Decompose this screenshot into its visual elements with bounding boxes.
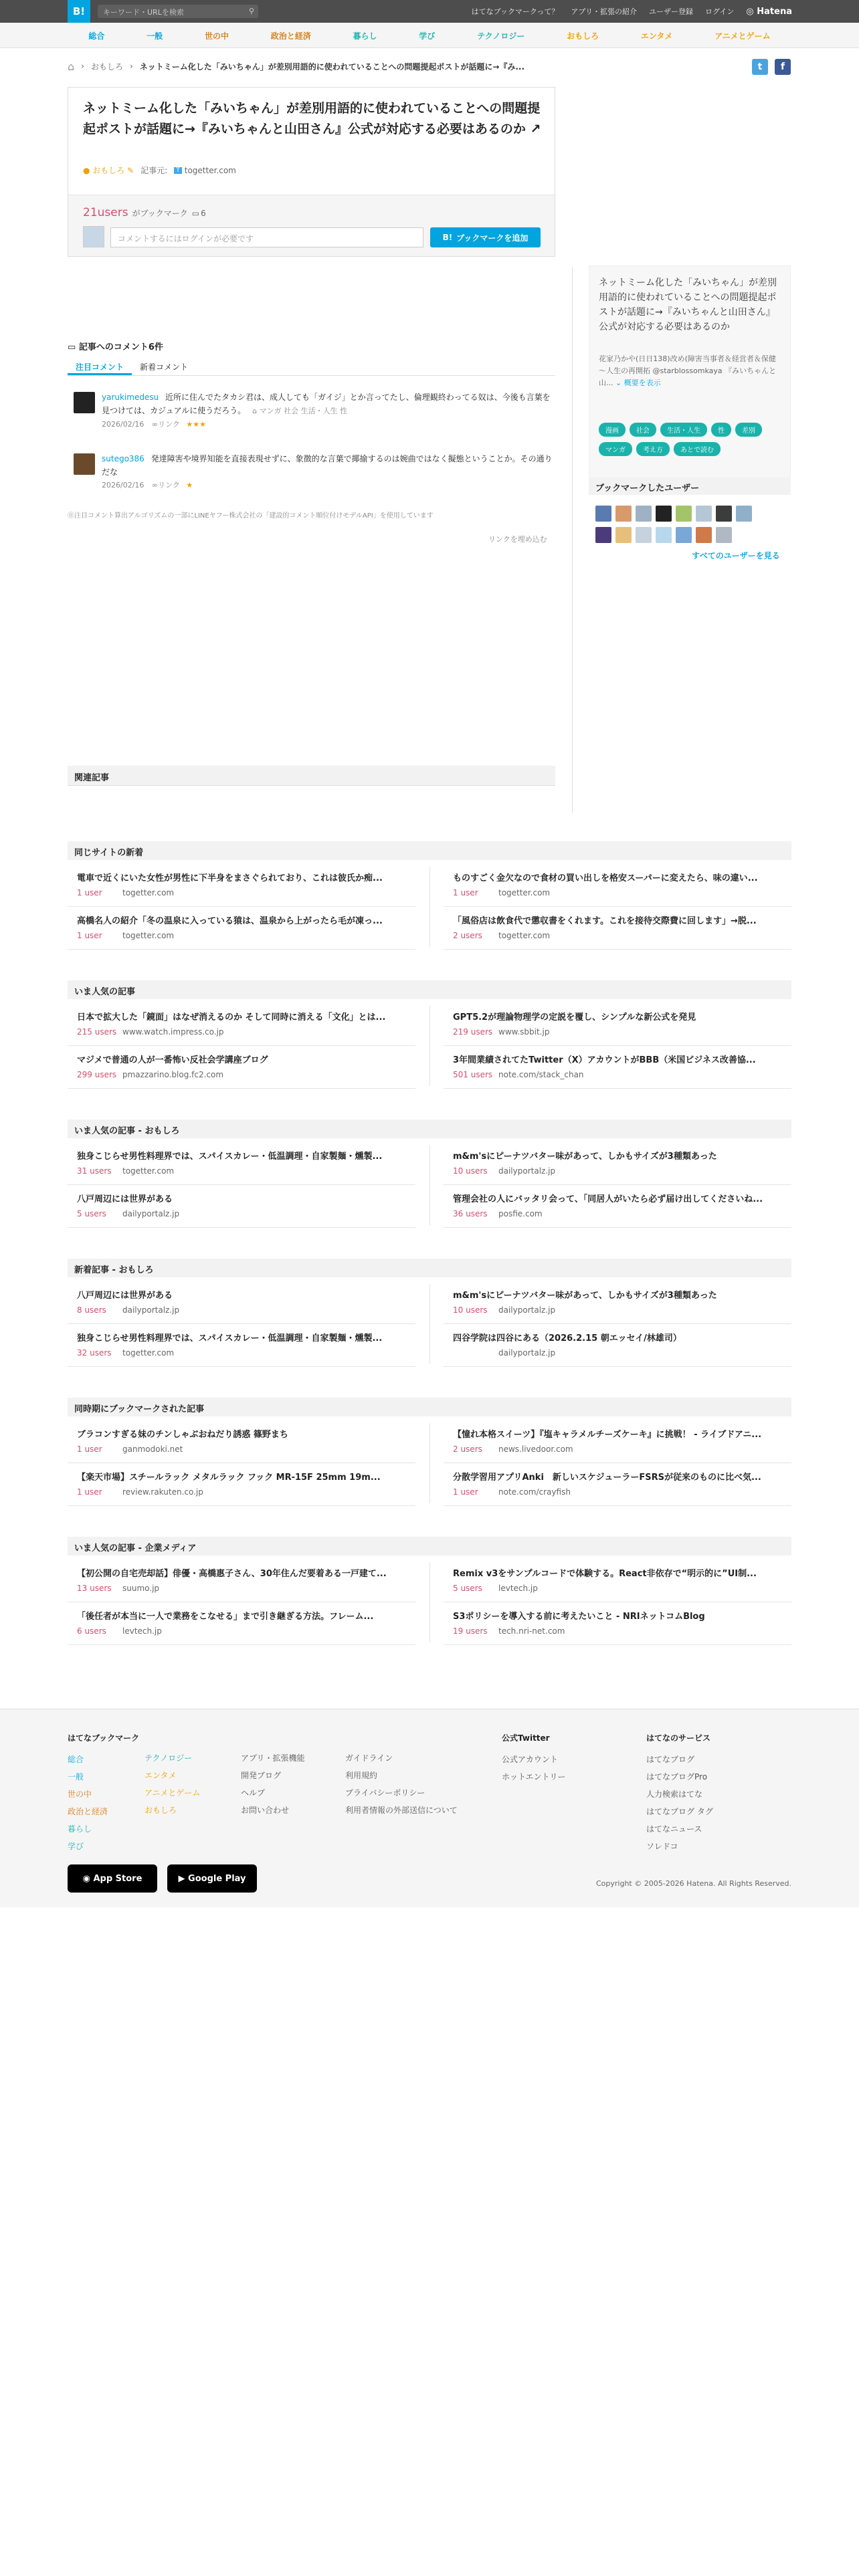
home-icon[interactable]: ⌂: [68, 60, 75, 73]
avatar[interactable]: [74, 453, 95, 475]
footer-link[interactable]: 人力検索はてな: [646, 1790, 703, 1799]
cat-tech[interactable]: テクノロジー: [477, 31, 525, 41]
section-title: いま人気の記事: [68, 980, 791, 999]
article-users[interactable]: 5 users: [77, 1209, 106, 1218]
list-item[interactable]: [68, 1325, 415, 1367]
article-users[interactable]: 13 users: [77, 1584, 112, 1593]
article-domain[interactable]: levtech.jp: [498, 1584, 538, 1593]
facebook-share-icon[interactable]: f: [775, 59, 791, 75]
article-title[interactable]: Remix v3をサンプルコードで体験する。React非依存で“明示的に”UI制...: [453, 1569, 757, 1579]
nav-login[interactable]: ログイン: [704, 7, 735, 16]
external-link-icon[interactable]: ↗: [530, 122, 541, 136]
sidebar-summary: [589, 265, 791, 490]
tag-chip[interactable]: 考え方: [636, 442, 670, 456]
footer-categories: [68, 1729, 139, 1855]
entry-title[interactable]: [83, 98, 545, 140]
cat-seiji[interactable]: 政治と経済: [270, 31, 311, 41]
bookmark-users-title: ブックマークしたユーザー: [589, 477, 791, 495]
list-item[interactable]: [444, 1186, 791, 1228]
article-users[interactable]: 215 users: [77, 1027, 117, 1037]
source-label: 記事元:: [140, 166, 168, 175]
tag-chip[interactable]: 社会: [630, 423, 656, 437]
article-users[interactable]: 31 users: [77, 1166, 112, 1176]
avatar[interactable]: [595, 527, 611, 543]
footer-link[interactable]: はてなブログ: [646, 1755, 695, 1764]
entry-box: [68, 87, 555, 257]
list-item[interactable]: [444, 1561, 791, 1602]
article-domain[interactable]: togetter.com: [122, 1348, 175, 1358]
footer-link[interactable]: ホットエントリー: [502, 1772, 566, 1782]
article-domain[interactable]: togetter.com: [498, 888, 551, 897]
footer-link[interactable]: ヘルプ: [241, 1788, 266, 1798]
article-domain[interactable]: togetter.com: [498, 931, 551, 940]
comment-user[interactable]: yarukimedesu: [102, 393, 159, 402]
footer-info: [241, 1749, 305, 1819]
footer-link[interactable]: 利用者情報の外部送信について: [345, 1806, 458, 1815]
tab-new[interactable]: 新着コメント: [140, 362, 189, 372]
search-icon[interactable]: ⚲: [248, 7, 254, 15]
article-domain[interactable]: dailyportalz.jp: [498, 1166, 556, 1176]
footer-link[interactable]: 総合: [68, 1755, 84, 1764]
avatar[interactable]: [595, 506, 611, 522]
article-title[interactable]: 【憧れ本格スイーツ】『塩キャラメルチーズケーキ』に挑戦！ - ライブドアニ...: [453, 1430, 762, 1440]
article-users[interactable]: 299 users: [77, 1070, 117, 1079]
comment-icon: ▭: [191, 209, 200, 218]
chevron-right-icon: ›: [81, 62, 84, 71]
article-domain[interactable]: dailyportalz.jp: [122, 1209, 180, 1218]
show-summary-label: 概要を表示: [624, 379, 661, 387]
article-title[interactable]: ものすごく金欠なので食材の買い出しを格安スーパーに変えたら、味の違い...: [453, 873, 758, 883]
entry-title-text[interactable]: ネットミーム化した「みいちゃん」が差別用語的に使われていることへの問題提起ポストが話題に→『みいちゃんと山田さん』公式が対応する必要はあるのか: [83, 101, 541, 136]
article-domain[interactable]: dailyportalz.jp: [122, 1305, 180, 1315]
cat-anime[interactable]: アニメとゲーム: [714, 31, 771, 41]
tag-chip[interactable]: 漫画: [599, 423, 626, 437]
footer: [0, 1709, 859, 1907]
article-users[interactable]: 10 users: [453, 1166, 488, 1176]
footer-link[interactable]: 学び: [68, 1842, 84, 1851]
comment-icon: ▭: [68, 342, 79, 352]
search-input[interactable]: [98, 5, 258, 18]
comment-user[interactable]: sutego386: [102, 454, 145, 463]
comment-info: [102, 418, 555, 431]
article-title[interactable]: 「後任者が本当に一人で業務をこなせる」まで引き継ぎる方法。フレーム...: [77, 1612, 374, 1622]
article-title[interactable]: 3年間業績されてたTwitter（X）アカウントがBBB（米国ビジネス改善協...: [453, 1055, 756, 1065]
list-item[interactable]: [68, 1465, 415, 1506]
article-title[interactable]: ブラコンすぎる妹のチンしゃぶおねだり誘惑 篠野まち: [77, 1430, 288, 1440]
nav-signup[interactable]: ユーザー登録: [648, 7, 693, 16]
comment-text: 発達障害や境界知能を直接表現せずに、象徴的な言葉で揶揄するのは婉曲ではなく擬態ということか。その通りだな: [102, 454, 553, 477]
play-icon: ▶: [178, 1873, 189, 1884]
cat-omoshiro[interactable]: おもしろ: [567, 31, 599, 41]
tag-chip[interactable]: 性: [711, 423, 731, 437]
article-title[interactable]: GPT5.2が理論物理学の定説を覆し、シンプルな新公式を発見: [453, 1012, 696, 1023]
avatar[interactable]: [656, 506, 672, 522]
users-count-text: 21users: [83, 206, 128, 219]
summary-text: 花家乃かや(日日138)改め(障害当事者＆経営者＆保健～人生の再開拓 @starblossomkaya 『みいちゃんと山...: [599, 354, 777, 387]
category-bar: [0, 23, 859, 48]
footer-services: [646, 1729, 713, 1855]
article-users[interactable]: 1 user: [77, 1444, 102, 1454]
avatar[interactable]: [74, 392, 95, 413]
comments-title-text: 記事へのコメント6件: [78, 342, 163, 352]
breadcrumb-current: ネットミーム化した「みいちゃん」が差別用語的に使われていることへの問題提起ポストが話題に→『み...: [139, 62, 525, 72]
article-domain[interactable]: www.watch.impress.co.jp: [122, 1027, 224, 1037]
section-title: 新着記事 - おもしろ: [68, 1259, 791, 1277]
star-icon: ★★★: [186, 420, 206, 429]
article-domain[interactable]: posfie.com: [498, 1209, 543, 1218]
avatar[interactable]: [696, 506, 712, 522]
comment-link[interactable]: リンク: [158, 420, 180, 429]
hatena-brand-text: Hatena: [757, 6, 792, 17]
article-domain[interactable]: note.com/stack_chan: [498, 1070, 584, 1079]
hatena-bookmark-logo[interactable]: B!: [68, 0, 90, 23]
article-title[interactable]: 高橋名人の紹介「冬の温泉に入っている猿は、温泉から上がったら毛が凍っ...: [77, 916, 383, 926]
apple-icon: ◉: [82, 1873, 94, 1884]
list-item[interactable]: [444, 1604, 791, 1645]
article-users[interactable]: 6 users: [77, 1626, 106, 1636]
breadcrumb: [68, 59, 670, 74]
list-item[interactable]: [68, 865, 415, 907]
list-item[interactable]: [68, 1004, 415, 1046]
article-users[interactable]: 5 users: [453, 1584, 482, 1593]
article-users[interactable]: 36 users: [453, 1209, 488, 1218]
list-item[interactable]: [444, 1465, 791, 1506]
entry-meta: [83, 165, 236, 176]
article-users[interactable]: 10 users: [453, 1305, 488, 1315]
article-domain[interactable]: ganmodoki.net: [122, 1444, 183, 1454]
breadcrumb-category[interactable]: おもしろ: [90, 62, 123, 72]
article-users[interactable]: 1 user: [77, 931, 102, 940]
add-bookmark-button[interactable]: B! ブックマークを追加: [430, 227, 541, 247]
article-users[interactable]: 1 user: [77, 888, 102, 897]
avatar[interactable]: [676, 527, 692, 543]
algorithm-note: ⓪注目コメント算出アルゴリズムの一部にLINEヤフー株式会社の「建設的コメント順位付けモデルAPI」を使用しています: [68, 512, 434, 520]
article-users[interactable]: 2 users: [453, 931, 482, 940]
footer-title: はてなブックマーク: [68, 1733, 140, 1743]
list-item[interactable]: [444, 1047, 791, 1089]
footer-policy: [345, 1749, 458, 1819]
article-users[interactable]: 2 users: [453, 1444, 482, 1454]
cat-entame[interactable]: エンタメ: [640, 31, 673, 41]
article-users[interactable]: 219 users: [453, 1027, 493, 1037]
list-item[interactable]: [68, 1561, 415, 1602]
article-title[interactable]: 独身こじらせ男性料理界では、スパイスカレー・低温調理・自家製麺・燻製...: [77, 1333, 383, 1344]
list-item[interactable]: [68, 1283, 415, 1324]
footer-link[interactable]: アニメとゲーム: [145, 1788, 201, 1798]
comment-link[interactable]: リンク: [158, 481, 180, 490]
footer-link[interactable]: お問い合わせ: [241, 1806, 290, 1815]
footer-link[interactable]: 一般: [68, 1772, 84, 1782]
google-play-label: Google Play: [188, 1873, 246, 1884]
article-title[interactable]: 八戸周辺には世界がある: [77, 1194, 173, 1204]
article-domain[interactable]: www.sbbit.jp: [498, 1027, 550, 1037]
footer-link[interactable]: テクノロジー: [145, 1753, 193, 1763]
article-title[interactable]: 「風俗店は飲食代で懲収書をくれます。これを接待交際費に回します」→脱...: [453, 916, 757, 926]
article-domain[interactable]: dailyportalz.jp: [498, 1348, 556, 1358]
article-users[interactable]: 501 users: [453, 1070, 493, 1079]
list-item[interactable]: [68, 1186, 415, 1228]
article-title[interactable]: 八戸周辺には世界がある: [77, 1291, 173, 1301]
footer-link[interactable]: アプリ・拡張機能: [241, 1753, 305, 1763]
article-domain[interactable]: togetter.com: [122, 931, 175, 940]
article-title[interactable]: 独身こじらせ男性料理界では、スパイスカレー・低温調理・自家製麺・燻製...: [77, 1152, 383, 1162]
article-users[interactable]: 8 users: [77, 1305, 106, 1315]
all-users-link[interactable]: すべてのユーザーを見る: [692, 551, 780, 560]
footer-link[interactable]: 世の中: [68, 1790, 92, 1799]
bookmarked-label: がブックマーク: [132, 209, 188, 218]
footer-link[interactable]: 開発ブログ: [241, 1771, 282, 1780]
entry-category-text: おもしろ: [92, 166, 125, 175]
comment-tags-text[interactable]: マンガ 社会 生活・人生 性: [259, 407, 348, 415]
tab-popular[interactable]: 注目コメント: [68, 357, 132, 375]
article-domain[interactable]: note.com/crayfish: [498, 1487, 571, 1497]
footer-link[interactable]: はてなブログPro: [646, 1772, 708, 1782]
list-item[interactable]: [68, 908, 415, 950]
list-item[interactable]: [444, 1422, 791, 1463]
article-title[interactable]: m&m'sにピーナツバター味があって、しかもサイズが3種類あった: [453, 1152, 717, 1162]
footer-services-title: はてなのサービス: [646, 1733, 711, 1743]
comment-tabs: [68, 357, 555, 376]
list-item[interactable]: [68, 1144, 415, 1185]
app-store-button[interactable]: [68, 1864, 157, 1893]
comment-date[interactable]: 2026/02/16: [102, 481, 145, 490]
avatar[interactable]: [736, 506, 752, 522]
comment-item: [74, 391, 555, 431]
google-play-button[interactable]: [167, 1864, 257, 1893]
article-domain[interactable]: togetter.com: [122, 888, 175, 897]
search-placeholder: キーワード・URLを検索: [103, 8, 184, 17]
article-users[interactable]: 19 users: [453, 1626, 488, 1636]
tag-list: [599, 423, 786, 456]
list-item[interactable]: [68, 1422, 415, 1463]
article-users[interactable]: 1 user: [453, 888, 478, 897]
avatar[interactable]: [676, 506, 692, 522]
nav-apps[interactable]: アプリ・拡張の紹介: [571, 7, 637, 16]
entry-category[interactable]: ● おもしろ ✎: [83, 166, 134, 175]
article-domain[interactable]: suumo.jp: [122, 1584, 160, 1593]
avatar[interactable]: [716, 506, 732, 522]
copyright: Copyright © 2005-2026 Hatena. All Rights Reserved.: [595, 1879, 791, 1888]
article-users[interactable]: 1 user: [453, 1487, 478, 1497]
hatena-brand[interactable]: ◎ Hatena: [746, 6, 792, 17]
article-domain[interactable]: levtech.jp: [122, 1626, 162, 1636]
footer-link[interactable]: 政治と経済: [68, 1807, 108, 1816]
related-articles-title: 関連記事: [68, 766, 555, 786]
cat-manabi[interactable]: 学び: [419, 31, 436, 41]
nav-about[interactable]: はてなブックマークって？: [471, 7, 559, 16]
comment-date[interactable]: 2026/02/16: [102, 420, 145, 429]
section-title: 同じサイトの新着: [68, 841, 791, 860]
article-domain[interactable]: news.livedoor.com: [498, 1444, 573, 1454]
column-divider: [572, 267, 573, 813]
article-title[interactable]: 分散学習用アプリAnki 新しいスケジューラーFSRSが従来のものに比べ気...: [453, 1473, 761, 1483]
avatar[interactable]: [716, 527, 732, 543]
list-item[interactable]: [444, 908, 791, 950]
comment-tags: ⌂ マンガ 社会 生活・人生 性: [252, 407, 348, 415]
bookmark-user-grid: [595, 506, 769, 543]
avatar[interactable]: [696, 527, 712, 543]
list-item[interactable]: [68, 1047, 415, 1089]
sidebar-title[interactable]: ネットミーム化した「みいちゃん」が差別用語的に使われていることへの問題提起ポストが話題に→『みいちゃんと山田さん』公式が対応する必要はあるのか: [599, 278, 777, 332]
article-domain[interactable]: togetter.com: [122, 1166, 175, 1176]
comment-item: [74, 452, 555, 492]
list-item[interactable]: [444, 1283, 791, 1324]
comment-info: [102, 479, 555, 492]
avatar[interactable]: [615, 506, 632, 522]
footer-link[interactable]: 暮らし: [68, 1824, 92, 1834]
article-users[interactable]: 32 users: [77, 1348, 112, 1358]
cat-ippan[interactable]: 一般: [147, 31, 163, 41]
footer-link[interactable]: プライバシーポリシー: [345, 1788, 425, 1798]
list-item[interactable]: [444, 1144, 791, 1185]
footer-link[interactable]: おもしろ: [145, 1806, 177, 1815]
comment-input[interactable]: コメントするにはログインが必要です: [110, 227, 423, 247]
article-title[interactable]: S3ポリシーを導入する前に考えたいこと - NRIネットコムBlog: [453, 1612, 705, 1622]
tag-chip[interactable]: 生活・人生: [660, 423, 707, 437]
tag-chip[interactable]: マンガ: [599, 442, 632, 456]
list-item[interactable]: [444, 1004, 791, 1046]
twitter-share-icon[interactable]: t: [752, 59, 768, 75]
article-title[interactable]: 【初公開の自宅売却話】俳優・高橋惠子さん、30年住んだ要着ある一戸建て...: [77, 1569, 387, 1579]
show-summary-button[interactable]: ⌄ 概要を表示: [615, 379, 661, 387]
article-title[interactable]: 電車で近くにいた女性が男性に下半身をまさぐられており、これは彼氏か痴...: [77, 873, 383, 883]
footer-twitter: [502, 1729, 566, 1786]
comment-count: 6: [201, 209, 206, 218]
comment-text: 近所に住んでたタカシ君は、成人しても「ガイジ」とか言ってたし、倫理観終わってる奴は、今後も言葉を見つけては、カジュアルに使うだろう。: [102, 393, 551, 415]
footer-twitter-title: 公式Twitter: [502, 1733, 550, 1743]
avatar[interactable]: [636, 527, 652, 543]
footer-link[interactable]: エンタメ: [145, 1771, 177, 1780]
article-title[interactable]: m&m'sにピーナツバター味があって、しかもサイズが3種類あった: [453, 1291, 717, 1301]
cat-sougou[interactable]: 総合: [88, 31, 105, 41]
footer-categories-2: [145, 1749, 200, 1819]
chevron-right-icon: ›: [129, 62, 133, 71]
favicon-icon: T: [174, 167, 182, 174]
tag-chip[interactable]: 差別: [735, 423, 762, 437]
article-title[interactable]: 管理会社の人にバッタリ会って、「同居人がいたら必ず届け出してくださいね...: [453, 1194, 763, 1204]
list-item[interactable]: [444, 865, 791, 907]
footer-link[interactable]: 利用規約: [345, 1771, 378, 1780]
article-title[interactable]: 日本で拡大した「鏡面」はなぜ消えるのか そして同時に消える「文化」とは...: [77, 1012, 386, 1023]
footer-link[interactable]: ソレドコ: [646, 1842, 678, 1851]
cat-yononaka[interactable]: 世の中: [204, 31, 229, 41]
bookmark-panel: [68, 195, 555, 256]
section-title: いま人気の記事 - 企業メディア: [68, 1537, 791, 1555]
entry-source[interactable]: togetter.com: [184, 165, 236, 175]
section-title: 同時期にブックマークされた記事: [68, 1398, 791, 1416]
footer-link[interactable]: はてなニュース: [646, 1824, 702, 1834]
app-store-label: App Store: [93, 1873, 142, 1884]
embed-link[interactable]: リンクを埋め込む: [488, 535, 547, 544]
article-domain[interactable]: pmazzarino.blog.fc2.com: [122, 1070, 224, 1079]
bookmark-users[interactable]: [83, 206, 206, 219]
avatar[interactable]: [656, 527, 672, 543]
footer-link[interactable]: ガイドライン: [345, 1753, 393, 1763]
cat-kurashi[interactable]: 暮らし: [353, 31, 377, 41]
avatar[interactable]: [615, 527, 632, 543]
article-domain[interactable]: review.rakuten.co.jp: [122, 1487, 203, 1497]
link-icon[interactable]: ∞: [151, 481, 159, 490]
avatar: [83, 226, 104, 247]
global-header: [0, 0, 859, 23]
article-title[interactable]: マジメで普通の人が一番怖い反社会学講座ブログ: [77, 1055, 268, 1065]
sidebar-summary-text: [599, 353, 783, 389]
tag-chip[interactable]: あとで読む: [674, 442, 721, 456]
link-icon[interactable]: ∞: [151, 420, 159, 429]
list-item[interactable]: [68, 1604, 415, 1645]
comments-title: [68, 340, 163, 352]
top-nav: [472, 0, 792, 23]
avatar[interactable]: [636, 506, 652, 522]
article-domain[interactable]: dailyportalz.jp: [498, 1305, 556, 1315]
article-title[interactable]: 【楽天市場】スチールラック メタルラック フック MR-15F 25mm 19m...: [77, 1473, 381, 1483]
footer-link[interactable]: 公式アカウント: [502, 1755, 558, 1764]
add-bookmark-label: ブックマークを追加: [456, 233, 529, 243]
footer-link[interactable]: はてなブログ タグ: [646, 1807, 713, 1816]
star-icon: ★: [186, 481, 193, 490]
article-users[interactable]: 1 user: [77, 1487, 102, 1497]
article-title[interactable]: 四谷学院は四谷にある（2026.2.15 朝エッセイ/林雄司）: [453, 1333, 682, 1344]
article-domain[interactable]: tech.nri-net.com: [498, 1626, 565, 1636]
section-title: いま人気の記事 - おもしろ: [68, 1119, 791, 1138]
list-item[interactable]: [444, 1325, 791, 1367]
